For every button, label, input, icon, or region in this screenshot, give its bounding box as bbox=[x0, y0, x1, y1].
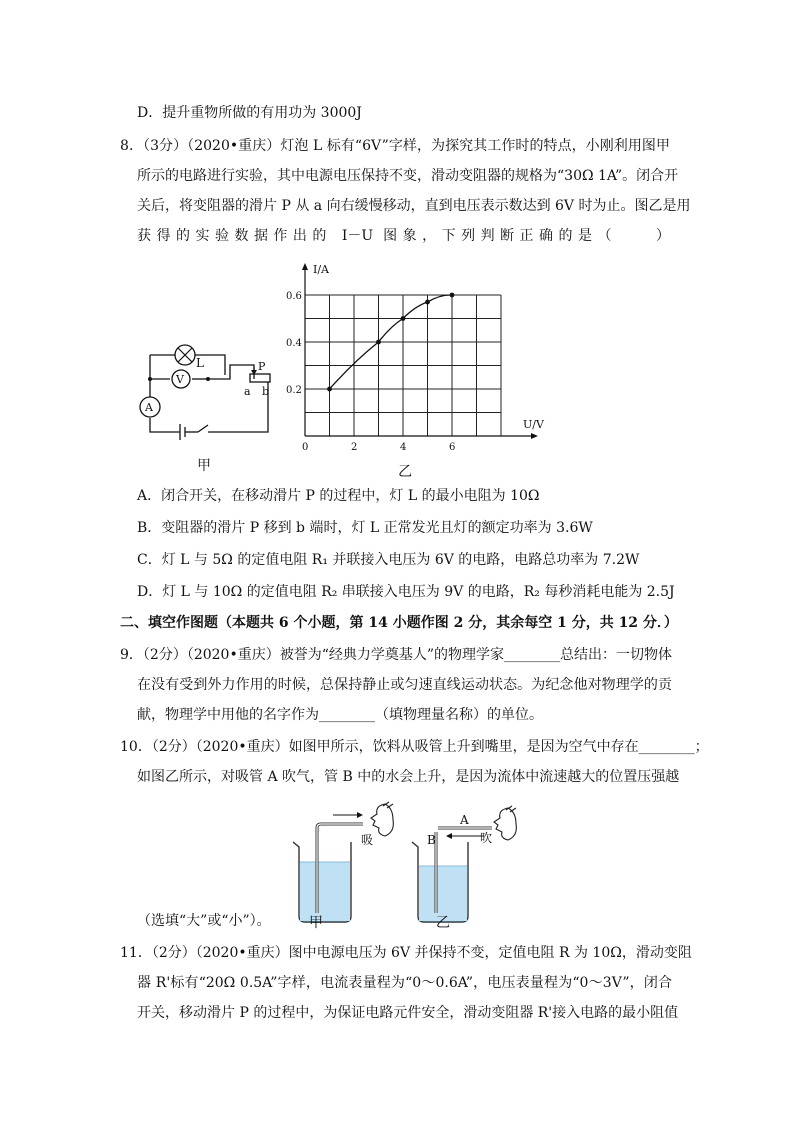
figure-1-caption: 甲 bbox=[309, 915, 323, 931]
face-profile-icon bbox=[371, 802, 393, 836]
section-heading: 二、填空作图题（本题共 6 个小题，第 14 小题作图 2 分，其余每空 1 分，共 12 分．） bbox=[120, 615, 678, 631]
q9-line-2: 在没有受到外力作用的时候，总保持静止或匀速直线运动状态。为纪念他对物理学的贡 bbox=[137, 677, 672, 693]
data-point bbox=[327, 387, 332, 392]
junction-dot bbox=[206, 377, 210, 381]
q8-line-4: 获得的实验数据作出的 I－U 图象，下列判断正确的是（ ） bbox=[137, 228, 670, 244]
beaker-1 bbox=[293, 842, 351, 922]
face-profile-icon bbox=[494, 806, 516, 840]
lamp-label: L bbox=[196, 356, 204, 370]
x-axis-label: U/V bbox=[523, 418, 544, 431]
straw-figure-2 bbox=[408, 800, 538, 930]
tube-b-label: B bbox=[427, 833, 436, 847]
q9-line-1: 9．（2分）（2020•重庆）被誉为“经典力学奠基人”的物理学家________总结出：一切物体 bbox=[120, 647, 673, 663]
data-point bbox=[450, 293, 455, 298]
blow-label: 吹 bbox=[480, 831, 493, 845]
x-tick-label: 4 bbox=[400, 442, 407, 453]
x-tick-label: 6 bbox=[449, 442, 456, 453]
suck-label: 吸 bbox=[361, 833, 374, 847]
data-point bbox=[425, 300, 430, 305]
q10-line-3: （选填“大”或“小”）。 bbox=[137, 913, 271, 929]
q7-option-d: D．提升重物所做的有用功为 3000J bbox=[137, 105, 362, 121]
q8-option-a: A．闭合开关，在移动滑片 P 的过程中，灯 L 的最小电阻为 10Ω bbox=[137, 488, 540, 504]
q8-option-d: D．灯 L 与 10Ω 的定值电阻 R₂ 串联接入电压为 9V 的电路，R₂ 每秒消耗电能为 2.5J bbox=[137, 584, 675, 600]
x-tick-label: 0 bbox=[302, 442, 309, 453]
circuit-caption: 甲 bbox=[197, 458, 211, 474]
end-b-label: b bbox=[262, 385, 270, 398]
q8-line-2: 所示的电路进行实验，其中电源电压保持不变，滑动变阻器的规格为“30Ω 1A”。闭合开 bbox=[137, 168, 679, 184]
iu-chart bbox=[285, 258, 544, 480]
circuit-diagram bbox=[130, 335, 280, 475]
chart-caption: 乙 bbox=[398, 464, 413, 480]
tube-a-label: A bbox=[460, 813, 469, 827]
y-tick-label: 0.6 bbox=[286, 291, 302, 302]
junction-dot bbox=[148, 377, 152, 381]
q9-line-3: 献，物理学中用他的名字作为________（填物理量名称）的单位。 bbox=[137, 707, 543, 723]
figure-2-caption: 乙 bbox=[436, 915, 450, 931]
x-tick-label: 2 bbox=[351, 442, 358, 453]
q8-option-b: B．变阻器的滑片 P 移到 b 端时，灯 L 正常发光且灯的额定功率为 3.6W bbox=[137, 520, 593, 536]
straw-figure-1 bbox=[285, 800, 415, 930]
q8-line-1: 8．（3分）（2020•重庆）灯泡 L 标有“6V”字样，为探究其工作时的特点，小刚利用图甲 bbox=[120, 138, 670, 154]
q11-line-2: 器 R'标有“20Ω 0.5A”字样，电流表量程为“0～0.6A”，电压表量程为“0～3V”，闭合 bbox=[137, 975, 672, 991]
x-axis-arrow-icon bbox=[531, 433, 538, 439]
y-tick-label: 0.4 bbox=[286, 338, 302, 349]
q11-line-3: 开关，移动滑片 P 的过程中，为保证电路元件安全，滑动变阻器 R'接入电路的最小阻值 bbox=[137, 1005, 679, 1021]
ammeter-label: A bbox=[145, 401, 153, 414]
q10-line-2: 如图乙所示，对吸管 A 吹气，管 B 中的水会上升，是因为流体中流速越大的位置压强越 bbox=[137, 769, 680, 785]
q11-line-1: 11．（2分）（2020•重庆）图中电源电压为 6V 并保持不变，定值电阻 R 为 10Ω，滑动变阻 bbox=[120, 945, 692, 961]
q8-line-3: 关后，将变阻器的滑片 P 从 a 向右缓慢移动，直到电压表示数达到 6V 时为止。图乙是用 bbox=[137, 198, 691, 214]
data-point bbox=[376, 340, 381, 345]
voltmeter-label: V bbox=[176, 373, 184, 386]
q10-line-1: 10．（2分）（2020•重庆）如图甲所示，饮料从吸管上升到嘴里，是因为空气中存在________； bbox=[120, 739, 709, 755]
data-point bbox=[401, 316, 406, 321]
q8-option-c: C．灯 L 与 5Ω 的定值电阻 R₁ 并联接入电压为 6V 的电路，电路总功率为 7.2W bbox=[137, 552, 640, 568]
y-tick-label: 0.2 bbox=[286, 385, 302, 396]
end-a-label: a bbox=[244, 385, 251, 398]
lamp-symbol bbox=[175, 345, 195, 365]
beaker-2 bbox=[412, 842, 468, 922]
slider-label: P bbox=[258, 360, 266, 373]
y-axis-arrow-icon bbox=[302, 263, 308, 270]
y-axis-label: I/A bbox=[313, 263, 329, 276]
